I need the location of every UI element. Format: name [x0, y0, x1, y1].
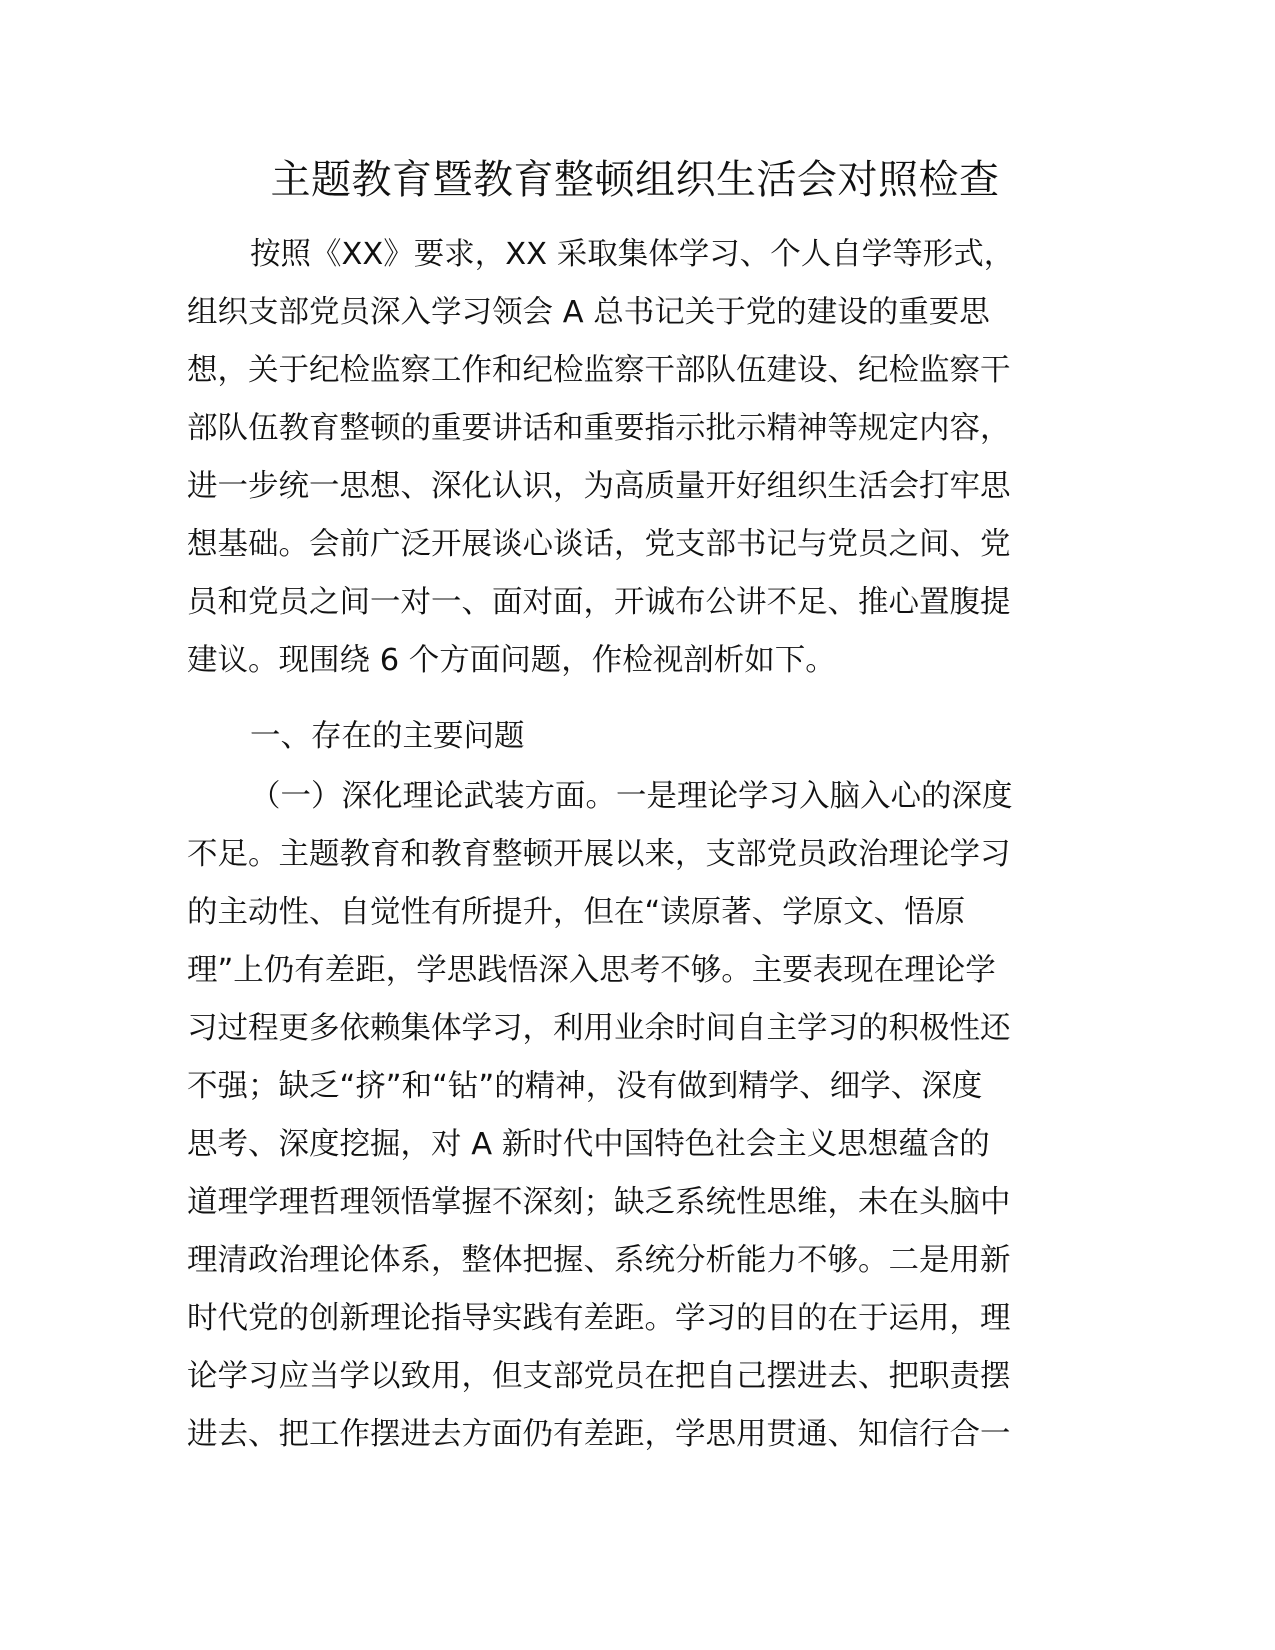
- paragraph-line: 道理学理哲理领悟掌握不深刻；缺乏系统性思维，未在头脑中: [187, 1185, 1011, 1220]
- paragraph-line: 不强；缺乏“挤”和“钻”的精神，没有做到精学、细学、深度: [187, 1069, 983, 1104]
- paragraph-line: （一）深化理论武装方面。一是理论学习入脑入心的深度: [250, 779, 1013, 814]
- document-title: 主题教育暨教育整顿组织生活会对照检查: [270, 157, 1000, 203]
- section-heading: 一、存在的主要问题: [250, 719, 525, 754]
- paragraph-line: 按照《XX》要求，XX 采取集体学习、个人自学等形式，: [250, 237, 1015, 272]
- paragraph-line: 组织支部党员深入学习领会 A 总书记关于党的建设的重要思: [187, 295, 990, 330]
- paragraph-line: 想，关于纪检监察工作和纪检监察干部队伍建设、纪检监察干: [187, 353, 1011, 388]
- paragraph-line: 部队伍教育整顿的重要讲话和重要指示批示精神等规定内容，: [187, 411, 1011, 446]
- paragraph-line: 理清政治理论体系，整体把握、系统分析能力不够。二是用新: [187, 1243, 1011, 1278]
- paragraph-line: 习过程更多依赖集体学习，利用业余时间自主学习的积极性还: [187, 1011, 1011, 1046]
- paragraph-line: 不足。主题教育和教育整顿开展以来，支部党员政治理论学习: [187, 837, 1011, 872]
- paragraph-line: 建议。现围绕 6 个方面问题，作检视剖析如下。: [187, 643, 836, 678]
- paragraph-line: 员和党员之间一对一、面对面，开诚布公讲不足、推心置腹提: [187, 585, 1011, 620]
- intro-paragraph: [187, 226, 1087, 690]
- problem-paragraph: [187, 768, 1087, 1464]
- paragraph-line: 论学习应当学以致用，但支部党员在把自己摆进去、把职责摆: [187, 1359, 1011, 1394]
- paragraph-line: 时代党的创新理论指导实践有差距。学习的目的在于运用，理: [187, 1301, 1011, 1336]
- section-heading-block: [187, 708, 1087, 766]
- paragraph-line: 的主动性、自觉性有所提升，但在“读原著、学原文、悟原: [187, 895, 966, 930]
- paragraph-line: 思考、深度挖掘，对 A 新时代中国特色社会主义思想蕴含的: [187, 1127, 990, 1162]
- paragraph-line: 进一步统一思想、深化认识，为高质量开好组织生活会打牢思: [187, 469, 1011, 504]
- paragraph-line: 想基础。会前广泛开展谈心谈话，党支部书记与党员之间、党: [187, 527, 1011, 562]
- paragraph-line: 理”上仍有差距，学思践悟深入思考不够。主要表现在理论学: [187, 953, 996, 988]
- paragraph-line: 进去、把工作摆进去方面仍有差距，学思用贯通、知信行合一: [187, 1417, 1011, 1452]
